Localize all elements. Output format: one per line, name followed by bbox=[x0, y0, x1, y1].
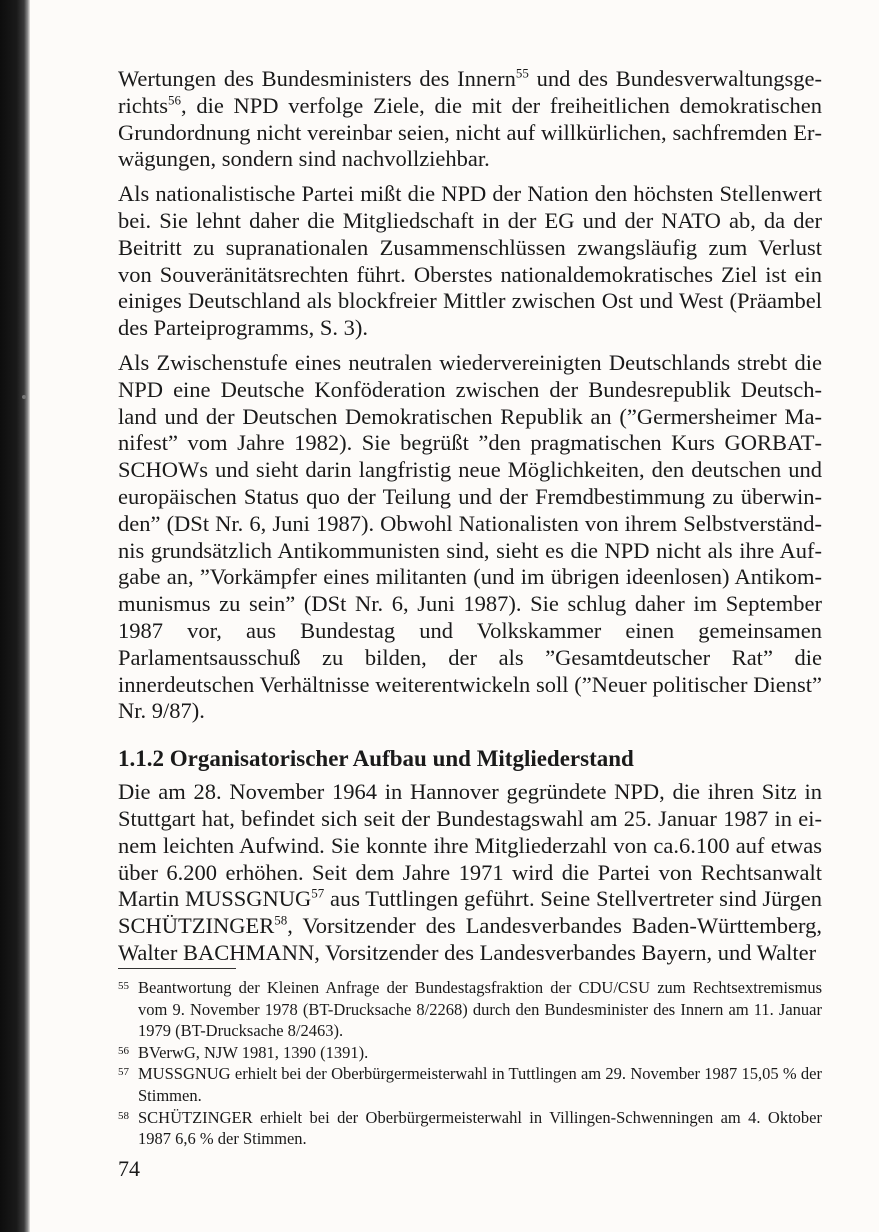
paragraph-1-text-b: und des Bundesverwaltungsgerichts bbox=[118, 66, 823, 118]
footnote-text: BVerwG, NJW 1981, 1390 (1391). bbox=[138, 1042, 369, 1062]
paragraph-3: Als Zwischenstufe eines neutralen wiedervereinigten Deutschlands strebt die NPD eine Deutsche Konföderation zwischen der Bundesrepublik Deutschland und der Deutschen Demokratischen Republik an (”Germersheimer Manifest” vom Jahre 1982). Sie begrüßt ”den pragmatischen Kurs GORBATSCHOWs und sieht darin langfristig neue Möglichkeiten, den deutschen und europäischen Status quo der Teilung und der Fremdbestimmung zu überwinden” (DSt Nr. 6, Juni 1987). Obwohl Nationalisten von ihrem Selbstverständnis grundsätzlich Antikommunisten sind, sieht es die NPD nicht als ihre Aufgabe an, ”Vorkämpfer eines militanten (und im übrigen ideenlosen) Antikommunismus zu sein” (DSt Nr. 6, Juni 1987). Sie schlug daher im September 1987 vor, aus Bundestag und Volkskammer einen gemeinsamen Parlamentsausschuß zu bilden, der als ”Gesamtdeutscher Rat” die innerdeutschen Verhältnisse weiterentwickeln soll (”Neuer politischer Dienst” Nr. 9/87). bbox=[118, 349, 822, 724]
footnote-number: 56 bbox=[118, 1044, 129, 1057]
footnote-ref-55: 55 bbox=[515, 65, 529, 81]
spine-mark bbox=[22, 395, 26, 399]
footnote-rule bbox=[118, 968, 236, 969]
paragraph-1 bbox=[118, 66, 822, 173]
footnote-ref-56: 56 bbox=[168, 92, 181, 108]
footnote-number: 57 bbox=[118, 1066, 129, 1079]
paragraph-2: Als nationalistische Partei mißt die NPD der Nation den höchsten Stellenwert bei. Sie lehnt daher die Mitgliedschaft in der EG und der NATO ab, da der Beitritt zu supranationalen Zusammenschlüssen zwangsläufig zum Verlust von Souveränitätsrechten führt. Oberstes nationaldemokratisches Ziel ist ein einiges Deutschland als blockfreier Mittler zwischen Ost und West (Präambel des Parteiprogramms, S. 3). bbox=[118, 181, 822, 341]
footnote-58 bbox=[118, 1107, 822, 1150]
footnote-57 bbox=[118, 1063, 822, 1106]
footnote-text: Beantwortung der Kleinen Anfrage der Bundestagsfraktion der CDU/CSU zum Rechtsextremismus vom 9. November 1978 (BT-Drucksache 8/2268) durch den Bundesminister des Innern am 11. Januar 1979 (BT-Drucksache 8/2463). bbox=[138, 978, 822, 1041]
footnote-text: SCHÜTZINGER erhielt bei der Oberbürgermeisterwahl in Villingen-Schwenningen am 4. Oktober 1987 6,6 % der Stimmen. bbox=[138, 1107, 822, 1149]
section-paragraph-text-a: Die am 28. November 1964 in Hannover gegründete NPD, die ihren Sitz in Stuttgart hat, befindet sich seit der Bundestagswahl am 25. Januar 1987 in einem leichten Aufwind. Sie konnte ihre Mitgliederzahl von ca.6.100 auf etwas über 6.200 erhöhen. Seit dem Jahre 1971 wird die Partei von Rechtsanwalt Martin MUSSGNUG bbox=[118, 779, 822, 912]
footnote-55 bbox=[118, 977, 822, 1042]
footnote-ref-57: 57 bbox=[311, 885, 325, 901]
footnote-ref-58: 58 bbox=[274, 912, 288, 928]
paragraph-1-text-a: Wertungen des Bundesministers des Innern bbox=[118, 66, 516, 91]
section-heading: 1.1.2 Organisatorischer Aufbau und Mitgliederstand bbox=[118, 746, 634, 772]
page-number: 74 bbox=[118, 1156, 140, 1181]
footnote-number: 58 bbox=[118, 1109, 129, 1122]
footnote-text: MUSSGNUG erhielt bei der Oberbürgermeisterwahl in Tuttlingen am 29. November 1987 15,05 % der Stimmen. bbox=[138, 1064, 822, 1105]
footnote-number: 55 bbox=[118, 980, 129, 992]
footnotes bbox=[118, 968, 822, 1150]
paragraph-1-text-c: , die NPD verfolge Ziele, die mit der freiheitlichen demokratischen Grundordnung nicht vereinbar seien, nicht auf willkürlichen, sachfremden Erwägungen, sondern sind nachvollziehbar. bbox=[118, 92, 822, 172]
section-paragraph bbox=[118, 779, 822, 967]
book-spine-shadow bbox=[0, 0, 30, 1232]
page-body bbox=[118, 66, 822, 975]
footnote-56 bbox=[118, 1042, 822, 1064]
section-paragraph-text-c: , Vorsitzender des Landesverbandes Baden-Württemberg, Walter BACHMANN, Vorsitzender des Landesverbandes Bayern, und Walter bbox=[118, 913, 822, 965]
section-paragraph-text-b: aus Tuttlingen geführt. Seine Stellvertreter sind Jürgen SCHÜTZINGER bbox=[118, 886, 822, 939]
